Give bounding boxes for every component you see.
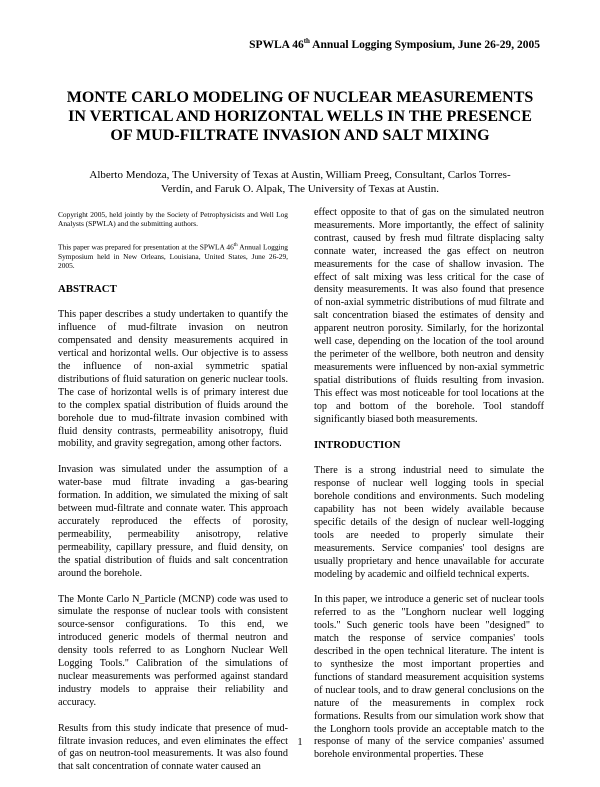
page-number: 1 xyxy=(297,737,303,748)
introduction-paragraph: In this paper, we introduce a generic set of nuclear tools referred to as the "Longhorn nuclear well logging tools." Such generic tools have been "designed" to match the response of service companies' tools described in the open technical literature. The intent is to synthesize the most important properties and functions of standard measurement acquisition systems of nuclear tools, and to draw general conclusions on the nature of the measurements in complex rock formations. Results from our simulation work show that the Longhorn tools provide an acceptable match to the response of many of the service companies' assumed borehole environmental properties. These xyxy=(314,594,544,761)
introduction-paragraph: There is a strong industrial need to simulate the response of nuclear well logging tools in special borehole conditions and environments. Such modeling capability has not been widely available because specific details of the design of nuclear well-logging tools are needed to properly simulate their measurements. Service companies' tool designs are usually proprietary and hence unavailable for accurate modeling by academic and oilfield technical experts. xyxy=(314,465,544,580)
abstract-paragraph: Invasion was simulated under the assumption of a water-base mud filtrate invading a gas-bearing formation. In addition, we simulated the mixing of salt between mud-filtrate and connate water. This approach accurately reproduced the effects of porosity, permeability, permeability anisotropy, relative permeability, capillary pressure, and fluid density, on the spatial distribution of fluids and salt concentration around the borehole. xyxy=(58,464,288,579)
left-column xyxy=(58,210,288,787)
abstract-heading: ABSTRACT xyxy=(58,283,117,296)
abstract-paragraph: effect opposite to that of gas on the simulated neutron measurements. More importantly, the effect of salinity contrast, caused by fresh mud filtrate displacing salty connate water, increased the gas effect on neutron measurements for the case of shallow invasion. The effect of salt mixing was less critical for the case of density measurements. It was also found that presence of non-axial symmetric distributions of mud filtrate and salt concentration biased the estimates of density and apparent neutron porosity. Similarly, for the horizontal well case, depending on the location of the tool around the perimeter of the wellbore, both neutron and density measurements were influenced by non-axial symmetric spatial distributions of fluids resulting from invasion. This effect was most noticeable for tool locations at the top and bottom of the borehole. Tool standoff significantly biased both measurements. xyxy=(314,207,544,425)
introduction-heading: INTRODUCTION xyxy=(314,439,401,452)
abstract-paragraph: Results from this study indicate that presence of mud-filtrate invasion reduces, and even eliminates the effect of gas on neutron-tool measurements. It was also found that salt concentration of connate water caused an xyxy=(58,722,288,773)
right-column xyxy=(314,207,544,775)
copyright-line: Copyright 2005, held jointly by the Society of Petrophysicists and Well Log Analysts (SPWLA) and the submitting authors. xyxy=(58,210,288,229)
paper-title: MONTE CARLO MODELING OF NUCLEAR MEASUREMENTS IN VERTICAL AND HORIZONTAL WELLS IN THE PRESENCE OF MUD-FILTRATE INVASION AND SALT MIXING xyxy=(66,89,534,144)
presentation-line: This paper was prepared for presentation at the SPWLA 46th Annual Logging Symposium held in New Orleans, Louisiana, United States, June 26-29, 2005. xyxy=(58,242,289,271)
abstract-paragraph: This paper describes a study undertaken to quantify the influence of mud-filtrate invasion on neutron compensated and density measurements acquired in vertical and horizontal wells. Our objective is to assess the influence of non-axial symmetric spatial distributions of fluid saturation on generic nuclear tools. The case of horizontal wells is of primary interest due to the complex spatial distribution of fluids around the borehole due to mud-filtrate invasion combined with fluid density contrasts, permeability anisotropy, fluid mobility, and gravity segregation, among other factors. xyxy=(58,309,288,450)
author-list: Alberto Mendoza, The University of Texas at Austin, William Preeg, Consultant, Carlos Torres-Verdín, and Faruk O. Alpak, The University of Texas at Austin. xyxy=(89,169,511,195)
running-header: SPWLA 46th Annual Logging Symposium, June 26-29, 2005 xyxy=(249,37,540,51)
abstract-paragraph: The Monte Carlo N_Particle (MCNP) code was used to simulate the response of nuclear tools with consistent source-sensor configurations. To this end, we introduced generic models of thermal neutron and density tools referred to as Longhorn Nuclear Well Logging Tools." Calibration of the simulations of nuclear measurements was performed against standard industry models to appraise their reliability and accuracy. xyxy=(58,593,288,708)
copyright-notice xyxy=(58,210,288,270)
